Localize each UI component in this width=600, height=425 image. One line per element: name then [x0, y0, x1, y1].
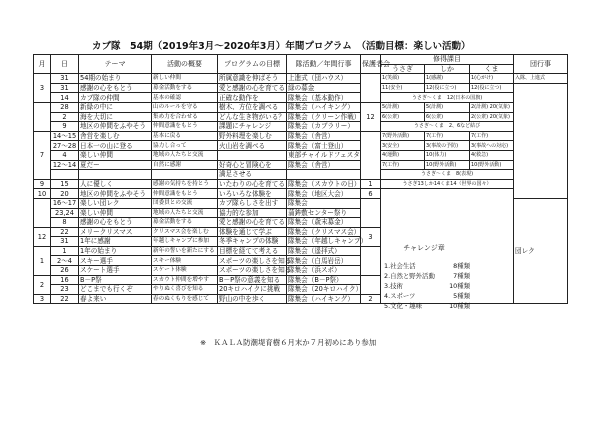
cell-ev: 隊集会（B－P祭） — [287, 275, 361, 285]
cell-ev: 隊集会（20キロハイク） — [288, 285, 363, 294]
cell-go: 樹木、方位を調べる — [218, 102, 287, 112]
cell-d: 4 — [51, 150, 79, 160]
cell-d: 20 — [51, 189, 79, 199]
table-row — [34, 102, 568, 112]
challenge-item — [378, 261, 470, 271]
cell-ev: 隊集会（歳末募金） — [287, 218, 361, 228]
page-title: カブ隊 54期（2019年3月～2020年3月）年間プログラム （活動目標：楽しい活動） — [92, 41, 471, 52]
cell-su: 仲間意識をもとう — [152, 189, 218, 199]
cell-su: 自然に感謝 — [152, 160, 218, 170]
cell-d: 23 — [51, 285, 79, 295]
cell-th: スキー選手 — [79, 256, 152, 266]
table-row — [34, 83, 568, 93]
cell-su: 集め力を合わせる — [152, 112, 218, 122]
cell-th: スケート選手 — [79, 266, 152, 276]
cell-th: 地区の仲間をふやそう — [79, 189, 152, 199]
table-row — [34, 150, 568, 160]
cell-ev: 隊集会（ハイキング） — [287, 102, 361, 112]
cell-ev: 隊集会（舎営） — [287, 160, 361, 170]
cell-r: 団レク — [514, 198, 568, 304]
challenge-item — [378, 301, 470, 311]
cell-su: スカウト仲間を増やす — [152, 275, 218, 285]
cell-u: 6(公衆) — [381, 112, 425, 122]
cell-d: 15 — [51, 179, 79, 189]
header-theme: テーマ — [79, 55, 152, 74]
cell-su: 募金活動をする — [152, 218, 218, 228]
cell-k: 2(公衆) 20(気象) — [470, 112, 514, 122]
cell-su: 春のぬくもりを感じて — [152, 294, 218, 304]
cell-su — [152, 170, 218, 180]
cell-su: 山のルールを守る — [152, 102, 218, 112]
cell-d: 12～14 — [51, 160, 79, 170]
table-row — [34, 112, 568, 122]
cell-m: 2 — [34, 275, 51, 294]
cell-ev: 緑の募金 — [287, 83, 361, 93]
cell-th: 舎営を楽しむ — [79, 131, 152, 141]
cell-go: 野外料理を楽しむ — [218, 131, 287, 141]
cell-th: B－P祭 — [79, 275, 152, 285]
cell-th: 1年に感謝 — [79, 237, 152, 247]
challenge-name: 2.自然と野外活動 — [384, 272, 435, 280]
cell-d: 16～17 — [51, 198, 79, 208]
header-usagi: うさぎ — [381, 64, 425, 74]
cell-go: 協力的な参加 — [218, 208, 287, 218]
cell-d: 31 — [51, 83, 79, 93]
cell-go: 正確な動作を — [218, 93, 287, 103]
cell-g: 1 — [361, 179, 381, 189]
cell-go: 体験を通じて学ぶ — [218, 227, 287, 237]
cell-ev: 蒲鉾敷センター祭り — [287, 208, 361, 218]
cell-ev: 東部チャイルドフェスタ — [288, 151, 360, 160]
cell-su: 地域の人たちと交流 — [152, 208, 218, 218]
cell-su: 基本に戻る — [152, 131, 218, 141]
cell-th: 54期の始まり — [79, 74, 152, 84]
table-row — [34, 74, 568, 84]
challenge-count: 10種類 — [449, 282, 470, 290]
cell-go: 所属意識を伸ばそう — [218, 74, 287, 84]
cell-u: 11(安全) — [381, 83, 425, 93]
cell-ev: 隊集会 — [287, 198, 361, 208]
cell-d: 14～15 — [51, 131, 79, 141]
cell-k: 4(救急) — [470, 150, 514, 160]
cell-su: 仲間意識をもとう — [152, 122, 218, 132]
cell-g: 3 — [361, 227, 381, 246]
cell-d: 31 — [51, 237, 79, 247]
cell-th: 楽しい団レク — [79, 198, 152, 208]
cell-d: 2～4 — [51, 256, 79, 266]
challenge-count: 5種類 — [453, 292, 470, 300]
cell-ev: 隊集会（白馬岩岳） — [287, 256, 361, 266]
header-shika: しか — [425, 64, 470, 74]
challenge-name: 3.技術 — [384, 282, 403, 290]
header-curriculum: 修得課目 — [381, 55, 514, 65]
cell-m: 10 — [34, 189, 51, 199]
cell-u: うさぎ13しか14くま14（世界の国々） — [381, 179, 514, 189]
header-kuma: くま — [470, 64, 514, 74]
cell-th: 楽しい仲間 — [79, 150, 152, 160]
cell-d: 9 — [51, 122, 79, 132]
challenge-badge-list — [378, 243, 470, 313]
cell-g — [361, 131, 381, 179]
cell-th: 新緑の中に — [79, 102, 152, 112]
cell-su: 新年の誓いを新たにする — [152, 246, 218, 256]
cell-th: 日本一の山に登る — [79, 141, 152, 151]
challenge-item — [378, 281, 470, 291]
table-row — [34, 179, 568, 189]
cell-r — [514, 83, 568, 198]
cell-d: 22 — [51, 294, 79, 304]
cell-u: 7(野外活動) — [381, 131, 425, 141]
cell-k: 1(心がけ) — [470, 74, 514, 84]
cell-s: 5(計測) — [425, 102, 470, 112]
cell-th: 海を大切に — [79, 112, 152, 122]
cell-go: 好奇心と冒険心を — [218, 160, 287, 170]
cell-ev: 隊集会（スカウトの日） — [288, 179, 361, 188]
cell-ev: 隊集会（浜スポ） — [287, 266, 361, 276]
cell-u: 1(笑顔) — [381, 74, 425, 84]
cell-go: 冬季キャンプの体験 — [218, 237, 287, 247]
cell-ev: 隊集会（地区大会） — [287, 189, 361, 199]
cell-go — [218, 150, 287, 160]
cell-ev: 隊集会（クリスマス会） — [288, 227, 361, 236]
cell-th: メリークリスマス — [79, 227, 152, 237]
cell-k: 7(工作) — [470, 131, 514, 141]
cell-su: 協力し合って — [152, 141, 218, 151]
cell-go: 20キロハイクに挑戦 — [218, 285, 287, 295]
table-row — [34, 141, 568, 151]
challenge-count: 8種類 — [453, 262, 470, 270]
cell-go: どんな生き物がいる？ — [219, 112, 285, 121]
cell-ev: 隊集会（基本動作） — [287, 93, 361, 103]
cell-m: 3 — [34, 294, 51, 304]
cell-s: 6(公衆) — [425, 112, 470, 122]
schedule-table — [33, 54, 568, 304]
cell-go: 満足させる — [218, 170, 287, 180]
cell-k: 10(野外活動) — [470, 160, 514, 170]
cell-ev: 隊集会（カブラリー） — [287, 122, 361, 132]
cell-u: 5(計測) — [381, 102, 425, 112]
cell-u: うさぎ～くま 12(日本の国旗) — [381, 93, 514, 103]
header-rally: 団行事 — [514, 55, 568, 74]
cell-s: 3(事故の予防) — [425, 141, 470, 151]
cell-th: 人に優しく — [79, 179, 152, 189]
cell-ev: 隊集会（富士登山） — [287, 141, 361, 151]
cell-th: 感謝の心をもとう — [79, 218, 152, 228]
cell-go: 愛と感謝の心を育てる — [219, 218, 285, 227]
cell-k: 3(事故への対応) — [470, 141, 514, 151]
cell-ev: 隊集会（年越しキャンプ） — [288, 237, 368, 246]
header-goal: プログラムの目標 — [218, 55, 287, 74]
cell-u: 4(運動) — [381, 150, 425, 160]
cell-d: 27～28 — [51, 141, 79, 151]
cell-ev: 隊集会（ハイキング） — [287, 294, 361, 304]
cell-k: 12(役に立つ) — [470, 83, 514, 93]
table-row — [34, 170, 568, 180]
cell-k: 2(計測) 20(気象) — [470, 102, 514, 112]
cell-m: 1 — [34, 246, 51, 275]
cell-d: 1 — [51, 246, 79, 256]
challenge-name: 4.スポーツ — [384, 292, 416, 300]
cell-go: 愛と感謝の心を育てる — [219, 83, 285, 92]
cell-su: クリスマス会を楽しむ — [152, 227, 218, 237]
cell-su: 団委員との交流 — [152, 198, 218, 208]
header-month: 月 — [34, 55, 51, 74]
cell-ev — [287, 170, 361, 180]
cell-su: スケート体験 — [152, 266, 218, 276]
table-row — [34, 122, 568, 132]
cell-su: 基本の確認 — [152, 93, 218, 103]
cell-th: 地区の仲間をふやそう — [79, 122, 152, 132]
cell-d: 26 — [51, 266, 79, 276]
cell-th: 1年の始まり — [79, 246, 152, 256]
cell-th: 夏だー — [79, 160, 152, 170]
challenge-name: 5.文化・趣味 — [384, 302, 423, 310]
cell-th: カブ隊の仲間 — [79, 93, 152, 103]
cell-s: 10(体力) — [425, 150, 470, 160]
cell-d: 8 — [51, 218, 79, 228]
table-row — [34, 160, 568, 170]
table-row — [34, 189, 568, 199]
challenge-heading: チャレンジ章 — [403, 244, 445, 252]
cell-u: うさぎ～くま 2、6など結び — [381, 122, 514, 132]
cell-g: 2 — [361, 294, 381, 304]
header-event: 隊活動／年間行事 — [287, 55, 361, 74]
challenge-name: 1.社会生活 — [384, 262, 416, 270]
cell-go: B－P祭の意義を知る — [218, 275, 287, 285]
cell-su: やりぬく喜びを知る — [152, 285, 218, 295]
challenge-count: 10種類 — [449, 302, 470, 310]
cell-th: 感謝の心をもとう — [79, 83, 152, 93]
cell-go: 課題にチャレンジ — [218, 122, 287, 132]
cell-g: 6 — [361, 189, 381, 199]
cell-su: 感謝の気持ちを持とう — [152, 179, 218, 189]
cell-m: 7 — [34, 131, 51, 179]
cell-ev: 隊集会（遥拝式） — [287, 246, 361, 256]
cell-g — [361, 74, 381, 103]
footnote: ※ ＫＡＬＡ防潮堤育樹６月末か７月初めにあり参加 — [200, 338, 377, 347]
cell-ev: 上進式（団ハウス） — [287, 74, 361, 84]
cell-m — [34, 198, 51, 227]
cell-d: 31 — [51, 74, 79, 84]
cell-su: スキー体験 — [152, 256, 218, 266]
cell-m: 3 — [34, 74, 51, 103]
header-guardian: 保護者会 — [361, 55, 381, 74]
cell-go: 火山岩を調べる — [218, 141, 287, 151]
cell-ev: 隊集会（舎営） — [287, 131, 361, 141]
cell-go: いたわりの心を育てる — [219, 179, 285, 188]
cell-su: 地域の人たちと交流 — [152, 150, 218, 160]
cell-d: 2 — [51, 112, 79, 122]
table-row — [34, 93, 568, 103]
cell-su: 年越しキャンプに参加 — [152, 237, 218, 247]
cell-ev: 隊集会（クリーン作戦） — [288, 112, 361, 121]
cell-s: 12(役に立つ) — [425, 83, 470, 93]
cell-d — [51, 170, 79, 180]
cell-m: 12 — [34, 227, 51, 246]
cell-th: 春よ来い — [79, 294, 152, 304]
cell-g: 12 — [361, 102, 381, 131]
header-day: 日 — [51, 55, 79, 74]
cell-d: 23,24 — [51, 208, 79, 218]
cell-s: 7(工作) — [425, 131, 470, 141]
cell-d: 28 — [51, 102, 79, 112]
cell-th: どこまでも行くぞ — [79, 285, 152, 295]
header-summary: 活動の概要 — [152, 55, 218, 74]
cell-su: 募金活動をする — [152, 83, 218, 93]
cell-th — [79, 170, 152, 180]
challenge-count: 7種類 — [453, 272, 470, 280]
cell-u: うさぎ～くま 8(表現) — [381, 170, 514, 180]
cell-d: 22 — [51, 227, 79, 237]
cell-u: 7(工作) — [381, 160, 425, 170]
cell-go: スポーツの楽しさを知る — [219, 266, 292, 275]
cell-go: スポーツの楽しさを知る — [219, 256, 292, 265]
challenge-item — [378, 291, 470, 301]
cell-r: 入隊、上進式 — [514, 74, 568, 84]
challenge-item — [378, 271, 470, 281]
cell-s: 10(野外活動) — [425, 160, 470, 170]
cell-g — [361, 198, 381, 227]
cell-m: 9 — [34, 179, 51, 189]
cell-d: 14 — [51, 93, 79, 103]
cell-go: 野山の中を歩く — [218, 294, 287, 304]
cell-s: 1(感謝) — [425, 74, 470, 84]
table-row — [34, 131, 568, 141]
cell-d: 16 — [51, 275, 79, 285]
cell-go: いろいろな体験を — [218, 189, 287, 199]
cell-go: カブ隊らしさを出す — [218, 198, 287, 208]
cell-m — [34, 102, 51, 131]
cell-u: 3(安全) — [381, 141, 425, 151]
cell-go: 目標を経てて考える — [218, 246, 287, 256]
cell-su: 新しい仲間 — [152, 74, 218, 84]
cell-th: 楽しい仲間 — [79, 208, 152, 218]
